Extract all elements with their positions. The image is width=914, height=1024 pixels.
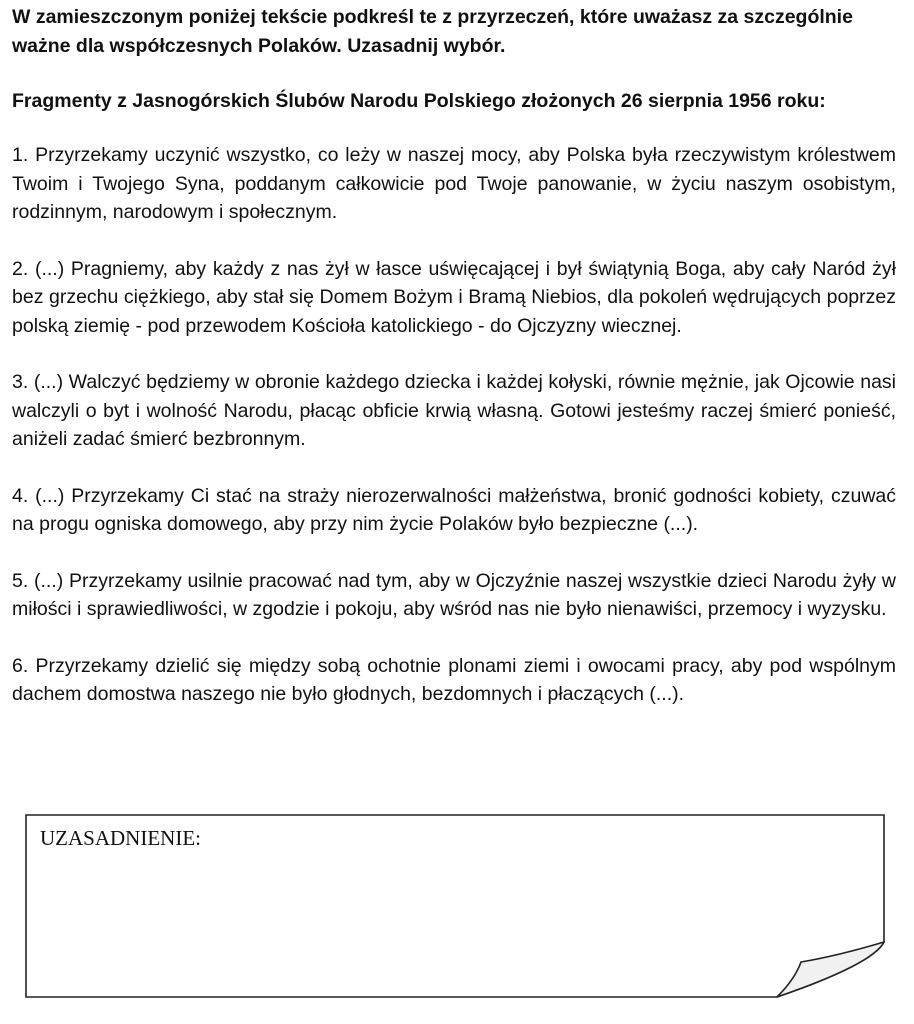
task-instruction: W zamieszczonym poniżej tekście podkreśl te z przyrzeczeń, które uważasz za szczególnie ważne dla współczesnych Polaków. Uzasadnij wybór. [12, 6, 853, 57]
vows-list [12, 141, 896, 709]
vow-6[interactable]: 6. Przyrzekamy dzielić się między sobą ochotnie plonami ziemi i owocami pracy, aby pod wspólnym dachem domostwa naszego nie było głodnych, bezdomnych i płaczących (...). [12, 654, 896, 705]
vow-1[interactable]: 1. Przyrzekamy uczynić wszystko, co leży w naszej mocy, aby Polska była rzeczywistym królestwem Twoim i Twojego Syna, poddanym całkowicie pod Twoje panowanie, w życiu naszym osobistym, rodzinnym, narodowym i społecznym. [12, 144, 896, 223]
worksheet [12, 0, 896, 737]
vow-4[interactable]: 4. (...) Przyrzekamy Ci stać na straży nierozerwalności małżeństwa, bronić godności kobiety, czuwać na progu ogniska domowego, aby przy nim życie Polaków było bezpieczne (...). [12, 484, 896, 535]
justification-label: UZASADNIENIE: [40, 826, 201, 850]
vow-2[interactable]: 2. (...) Pragniemy, aby każdy z nas żył w łasce uświęcającej i był świątynią Boga, aby cały Naród żył bez grzechu ciężkiego, aby stał się Domem Bożym i Bramą Niebios, dla pokoleń wędrujących poprzez polską ziemię - pod przewodem Kościoła katolickiego - do Ojczyzny wiecznej. [12, 257, 896, 337]
justification-answer-box[interactable] [25, 814, 885, 998]
vow-3[interactable]: 3. (...) Walczyć będziemy w obronie każdego dziecka i każdej kołyski, równie mężnie, jak Ojcowie nasi walczyli o byt i wolność Narodu, płacąc obficie krwią własną. Gotowi jesteśmy raczej śmierć ponieść, aniżeli zadać śmierć bezbronnym. [12, 371, 896, 450]
source-title: Fragmenty z Jasnogórskich Ślubów Narodu Polskiego złożonych 26 sierpnia 1956 roku: [12, 90, 826, 112]
vow-5[interactable]: 5. (...) Przyrzekamy usilnie pracować nad tym, aby w Ojczyźnie naszej wszystkie dzieci Narodu żyły w miłości i sprawiedliwości, w zgodzie i pokoju, aby wśród nas nie było nienawiści, przemocy i wyzysku. [12, 569, 896, 620]
